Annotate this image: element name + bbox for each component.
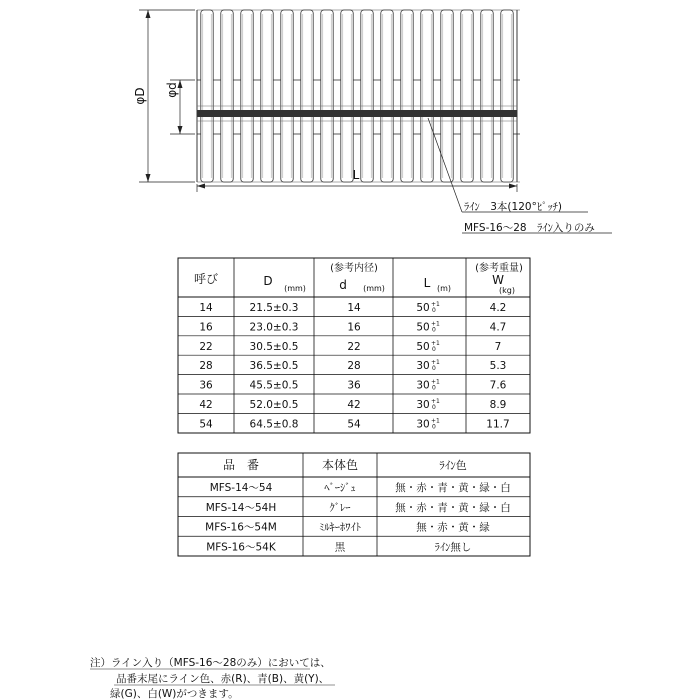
cell-weight: 7.6 — [489, 379, 507, 392]
corrugated-pipe-drawing — [197, 10, 520, 182]
header-inner-note: (参考内径) — [330, 263, 378, 274]
spec-table-body — [199, 301, 509, 430]
cell-length-tol-minus: 0 — [432, 345, 436, 353]
note-line-3: 緑(G)、白(W)がつきます。 — [110, 688, 239, 700]
cell-length: 30 — [416, 399, 430, 411]
cell-length-tol-minus: 0 — [432, 365, 436, 373]
spec-table — [178, 258, 530, 433]
cell-part-number: MFS-16～54M — [205, 521, 277, 534]
note-line-2: 品番末尾にライン色、赤(R)、青(B)、黄(Y)、 — [116, 673, 330, 685]
header-part-number: 品 番 — [222, 458, 260, 472]
cell-length: 30 — [416, 418, 430, 431]
dimension-inner-diameter — [165, 80, 195, 134]
cell-length-tol-minus: 0 — [432, 326, 436, 334]
cell-weight: 8.9 — [489, 399, 507, 411]
cell-body-color: 黒 — [334, 541, 346, 554]
cell-part-number: MFS-14～54H — [205, 501, 277, 514]
cell-weight: 11.7 — [486, 418, 510, 431]
header-inner-diameter: d — [339, 278, 347, 292]
header-size: 呼び — [193, 272, 219, 286]
cell-outer-diameter: 23.0±0.3 — [249, 321, 299, 334]
cell-outer-diameter: 45.5±0.5 — [249, 379, 299, 392]
note-line-1: 注）ライン入り（MFS-16～28のみ）においては、 — [90, 657, 331, 669]
cell-size: 54 — [199, 418, 213, 431]
spec-table-header — [194, 261, 523, 295]
cell-body-color: ﾐﾙｷｰﾎﾜｲﾄ — [319, 521, 361, 534]
header-inner-diameter-unit: (mm) — [363, 284, 385, 293]
stripe-callout — [428, 118, 612, 234]
cell-length-tol-minus: 0 — [432, 423, 436, 431]
header-line-color: ﾗｲﾝ色 — [439, 459, 467, 472]
cell-length-tol-minus: 0 — [432, 404, 436, 411]
cell-weight: 7 — [494, 340, 502, 353]
length-label: L — [352, 168, 360, 182]
cell-line-color: ﾗｲﾝ無し — [434, 541, 472, 554]
cell-weight: 5.3 — [489, 360, 507, 373]
cell-inner-diameter: 28 — [347, 360, 361, 373]
pipe-ribs — [201, 10, 513, 182]
cell-outer-diameter: 52.0±0.5 — [249, 399, 299, 411]
cell-weight: 4.2 — [489, 302, 507, 314]
cell-length-tol-plus: +1 — [431, 339, 440, 347]
color-table-body — [205, 481, 511, 553]
header-weight: W — [492, 273, 504, 287]
header-weight-note: (参考重量) — [475, 263, 523, 274]
cell-size: 36 — [199, 379, 213, 392]
header-weight-unit: (kg) — [499, 286, 515, 295]
header-length-unit: (m) — [436, 284, 452, 293]
footnote — [90, 656, 335, 700]
cell-inner-diameter: 54 — [347, 418, 361, 431]
cell-length: 30 — [416, 360, 430, 373]
callout-line-2: MFS-16～28 ﾗｲﾝ入りのみ — [464, 222, 595, 234]
cell-length-tol-plus: +1 — [431, 417, 440, 425]
header-length: L — [423, 276, 431, 290]
cell-length-tol-plus: +1 — [431, 398, 440, 405]
cell-line-color: 無・赤・青・黄・緑・白 — [395, 501, 511, 514]
cell-inner-diameter: 14 — [347, 302, 361, 314]
inner-diameter-label: φd — [165, 82, 179, 98]
cell-outer-diameter: 64.5±0.8 — [249, 418, 299, 431]
cell-length-tol-minus: 0 — [432, 384, 436, 392]
outer-diameter-label: φD — [133, 87, 147, 105]
cell-part-number: MFS-16～54K — [206, 541, 276, 554]
cell-size: 14 — [199, 302, 213, 314]
cell-outer-diameter: 36.5±0.5 — [249, 360, 299, 373]
cell-size: 42 — [199, 399, 213, 411]
cell-length-tol-plus: +1 — [431, 301, 440, 308]
cell-length: 50 — [416, 340, 430, 353]
cell-size: 16 — [199, 321, 213, 334]
cell-length: 30 — [416, 379, 430, 392]
cell-line-color: 無・赤・青・黄・緑・白 — [395, 482, 511, 494]
cell-length: 50 — [416, 321, 430, 334]
cell-inner-diameter: 16 — [347, 321, 361, 334]
header-outer-diameter-unit: (mm) — [284, 284, 306, 293]
header-body-color: 本体色 — [321, 458, 359, 472]
cell-length-tol-plus: +1 — [431, 320, 440, 328]
cell-inner-diameter: 22 — [347, 340, 361, 353]
cell-weight: 4.7 — [489, 321, 507, 334]
cell-outer-diameter: 21.5±0.3 — [249, 302, 299, 314]
cell-part-number: MFS-14～54 — [209, 482, 273, 494]
cell-body-color: ｸﾞﾚｰ — [329, 501, 351, 514]
cell-length-tol-plus: +1 — [431, 378, 440, 386]
cell-size: 22 — [199, 340, 213, 353]
cell-size: 28 — [199, 360, 213, 373]
cell-outer-diameter: 30.5±0.5 — [249, 340, 299, 353]
cell-inner-diameter: 36 — [347, 379, 361, 392]
cell-body-color: ﾍﾞｰｼﾞｭ — [324, 482, 356, 494]
callout-line-1: ﾗｲﾝ 3本(120°ﾋﾟｯﾁ) — [464, 201, 562, 213]
cell-length: 50 — [416, 302, 430, 314]
cell-length-tol-plus: +1 — [431, 359, 440, 367]
stripe-line — [197, 110, 517, 117]
cell-inner-diameter: 42 — [347, 399, 361, 411]
cell-line-color: 無・赤・黄・緑 — [416, 521, 490, 534]
dimension-outer-diameter — [133, 10, 195, 182]
cell-length-tol-minus: 0 — [432, 307, 436, 314]
color-table — [178, 453, 530, 556]
header-outer-diameter: D — [263, 274, 273, 288]
